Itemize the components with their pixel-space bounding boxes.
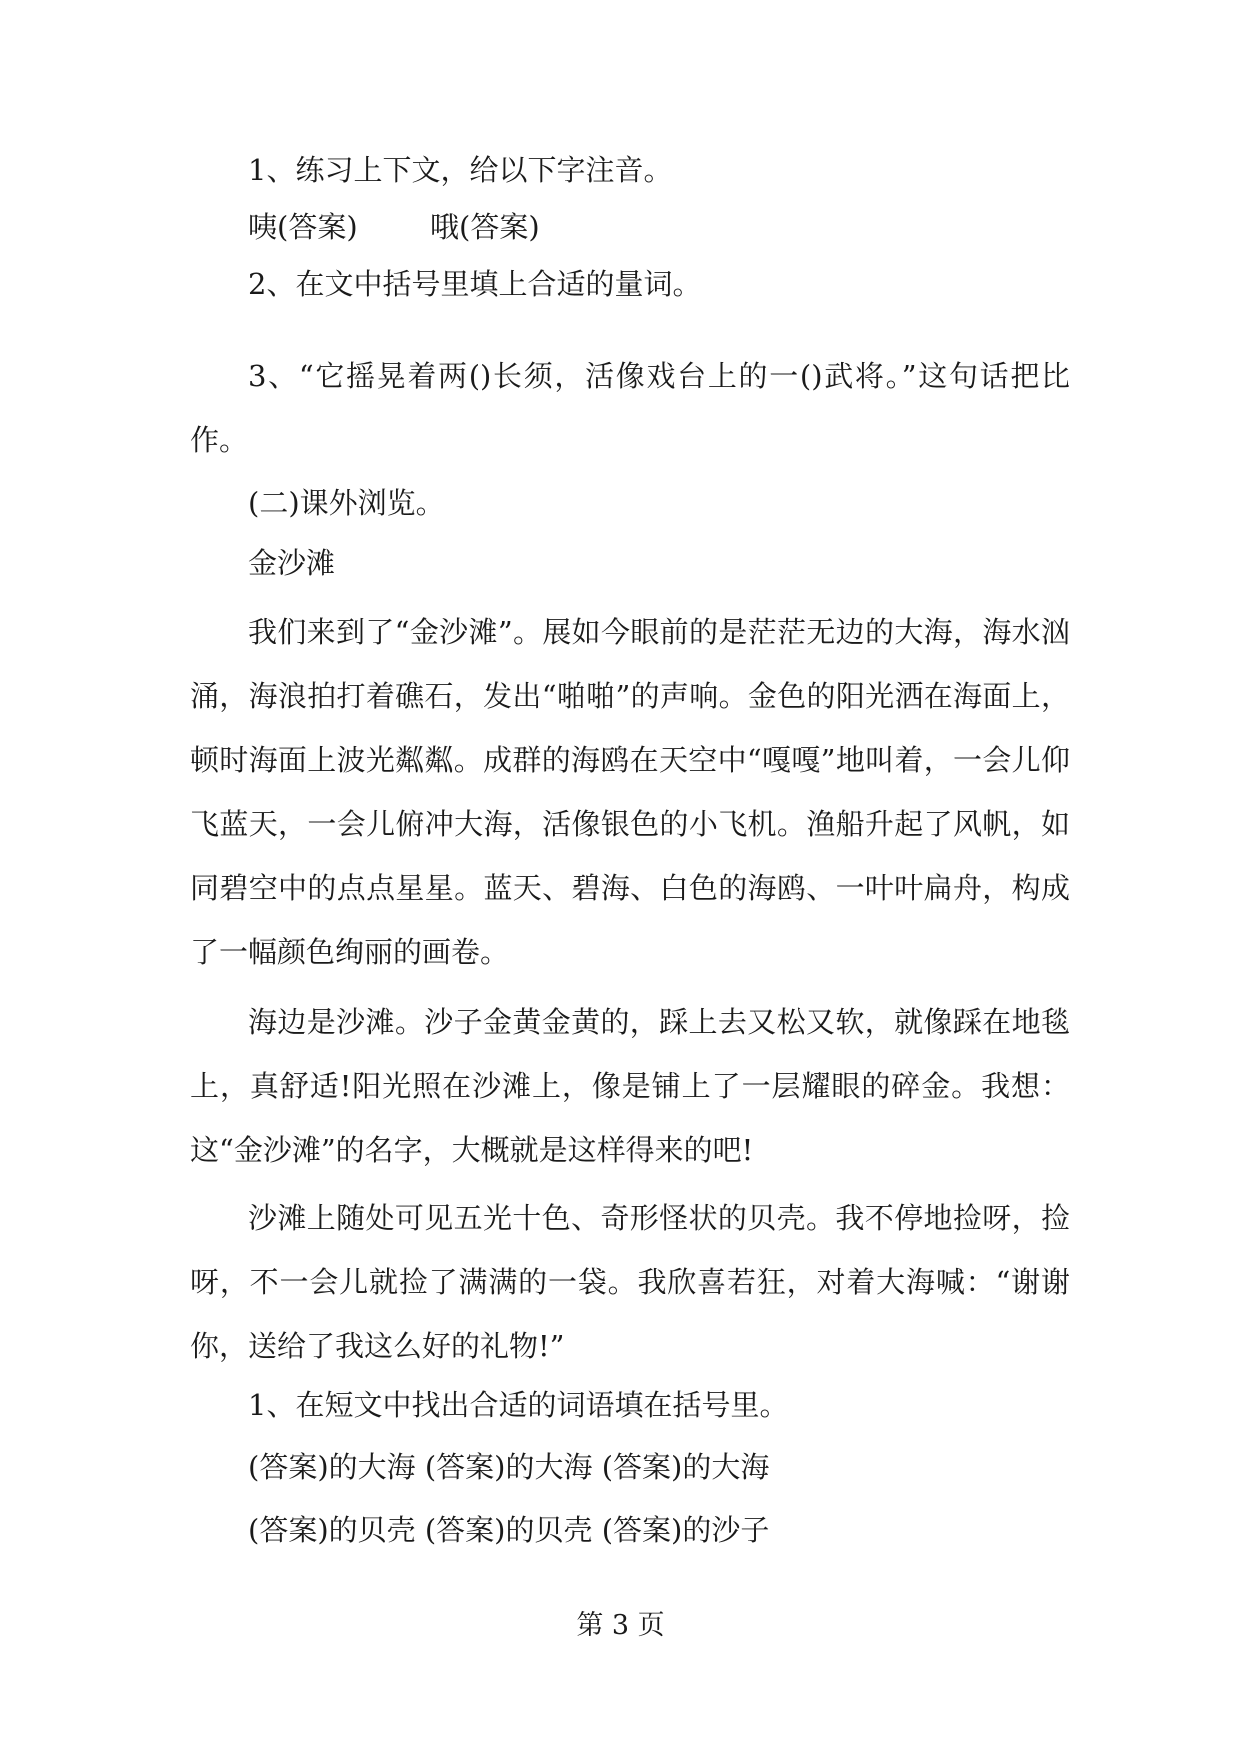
passage-paragraph-3: 沙滩上随处可见五光十色、奇形怪状的贝壳。我不停地捡呀，捡呀，不一会儿就捡了满满的一袋。我欣喜若狂，对着大海喊：“谢谢你，送给了我这么好的礼物!”: [190, 1201, 1070, 1363]
page-number: 第 3 页: [576, 1610, 665, 1641]
question-2: 2、在文中括号里填上合适的量词。: [248, 267, 702, 301]
fill-row-2: (答案)的贝壳 (答案)的贝壳 (答案)的沙子: [248, 1513, 770, 1547]
passage-title: 金沙滩: [248, 546, 336, 580]
passage-paragraph-1: 我们来到了“金沙滩”。展如今眼前的是茫茫无边的大海，海水汹涌，海浪拍打着礁石，发出“啪啪”的声响。金色的阳光洒在海面上，顿时海面上波光粼粼。成群的海鸥在天空中“嘎嘎”地叫着，一会儿仰飞蓝天，一会儿俯冲大海，活像银色的小飞机。渔船升起了风帆，如同碧空中的点点星星。蓝天、碧海、白色的海鸥、一叶叶扁舟，构成了一幅颜色绚丽的画卷。: [190, 615, 1070, 969]
question-3: 3、“它摇晃着两()长须，活像戏台上的一()武将。”这句话把比作。: [190, 359, 1070, 457]
fill-row-1: (答案)的大海 (答案)的大海 (答案)的大海: [248, 1450, 770, 1484]
section-heading: (二)课外浏览。: [248, 486, 445, 520]
exercise-question-1: 1、在短文中找出合适的词语填在括号里。: [248, 1388, 789, 1422]
pinyin-item-1: 咦(答案): [248, 210, 358, 244]
pinyin-item-2: 哦(答案): [430, 210, 540, 244]
question-1: 1、练习上下文，给以下字注音。: [248, 153, 673, 187]
passage-paragraph-2: 海边是沙滩。沙子金黄金黄的，踩上去又松又软，就像踩在地毯上，真舒适!阳光照在沙滩上，像是铺上了一层耀眼的碎金。我想：这“金沙滩”的名字，大概就是这样得来的吧!: [190, 1005, 1070, 1167]
